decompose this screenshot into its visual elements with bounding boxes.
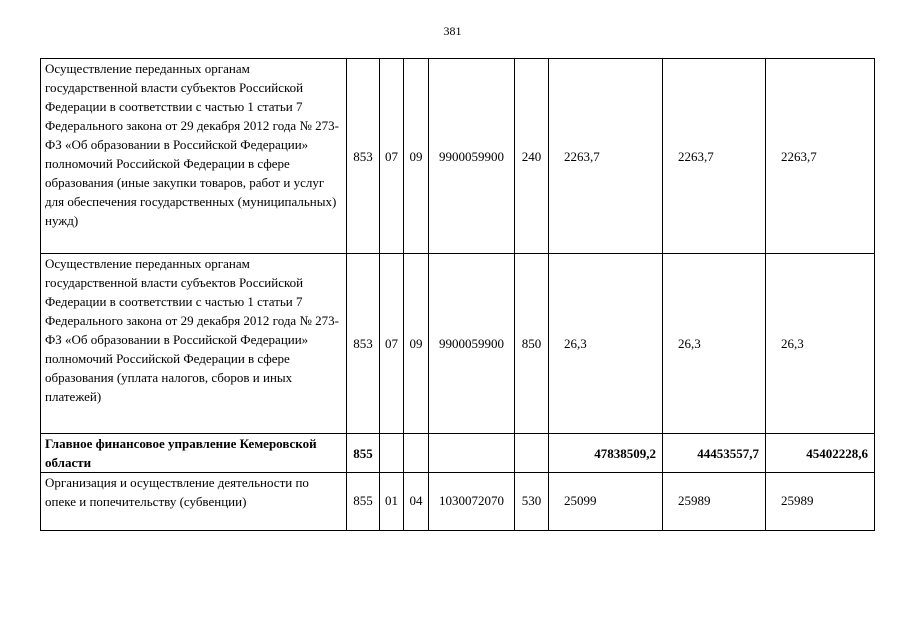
amount-year-1: 2263,7 [549,59,663,254]
section-code: 07 [380,59,404,254]
budget-table [40,58,875,531]
amount-year-3: 45402228,6 [766,434,875,473]
expense-type-code: 530 [515,473,549,531]
section-code: 07 [380,254,404,434]
target-article-code: 9900059900 [429,254,515,434]
row-description: Осуществление переданных органам государственной власти субъектов Российской Федерации в соответствии с частью 1 статьи 7 Федерального закона от 29 декабря 2012 года № 273-ФЗ «Об образовании в Российской Федерации» полномочий Российской Федерации в сфере образования (иные закупки товаров, работ и услуг для обеспечения государственных (муниципальных) нужд) [41,59,347,254]
row-description: Организация и осуществление деятельности по опеке и попечительству (субвенции) [41,473,347,531]
amount-year-2: 25989 [663,473,766,531]
page-number: 381 [443,24,462,38]
table-row [41,434,875,473]
table-row [41,59,875,254]
amount-year-3: 25989 [766,473,875,531]
expense-type-code: 240 [515,59,549,254]
subsection-code [404,434,429,473]
expense-type-code [515,434,549,473]
row-description: Осуществление переданных органам государственной власти субъектов Российской Федерации в соответствии с частью 1 статьи 7 Федерального закона от 29 декабря 2012 года № 273-ФЗ «Об образовании в Российской Федерации» полномочий Российской Федерации в сфере образования (уплата налогов, сборов и иных платежей) [41,254,347,434]
amount-year-2: 26,3 [663,254,766,434]
subsection-code: 09 [404,59,429,254]
amount-year-2: 44453557,7 [663,434,766,473]
section-code: 01 [380,473,404,531]
ministry-code: 853 [347,59,380,254]
section-code [380,434,404,473]
table-row [41,473,875,531]
amount-year-3: 2263,7 [766,59,875,254]
table-row [41,254,875,434]
target-article-code: 1030072070 [429,473,515,531]
amount-year-3: 26,3 [766,254,875,434]
ministry-code: 853 [347,254,380,434]
amount-year-1: 25099 [549,473,663,531]
amount-year-1: 47838509,2 [549,434,663,473]
target-article-code [429,434,515,473]
ministry-code: 855 [347,473,380,531]
target-article-code: 9900059900 [429,59,515,254]
subsection-code: 09 [404,254,429,434]
amount-year-2: 2263,7 [663,59,766,254]
amount-year-1: 26,3 [549,254,663,434]
ministry-code: 855 [347,434,380,473]
row-description: Главное финансовое управление Кемеровской области [41,434,347,473]
subsection-code: 04 [404,473,429,531]
expense-type-code: 850 [515,254,549,434]
